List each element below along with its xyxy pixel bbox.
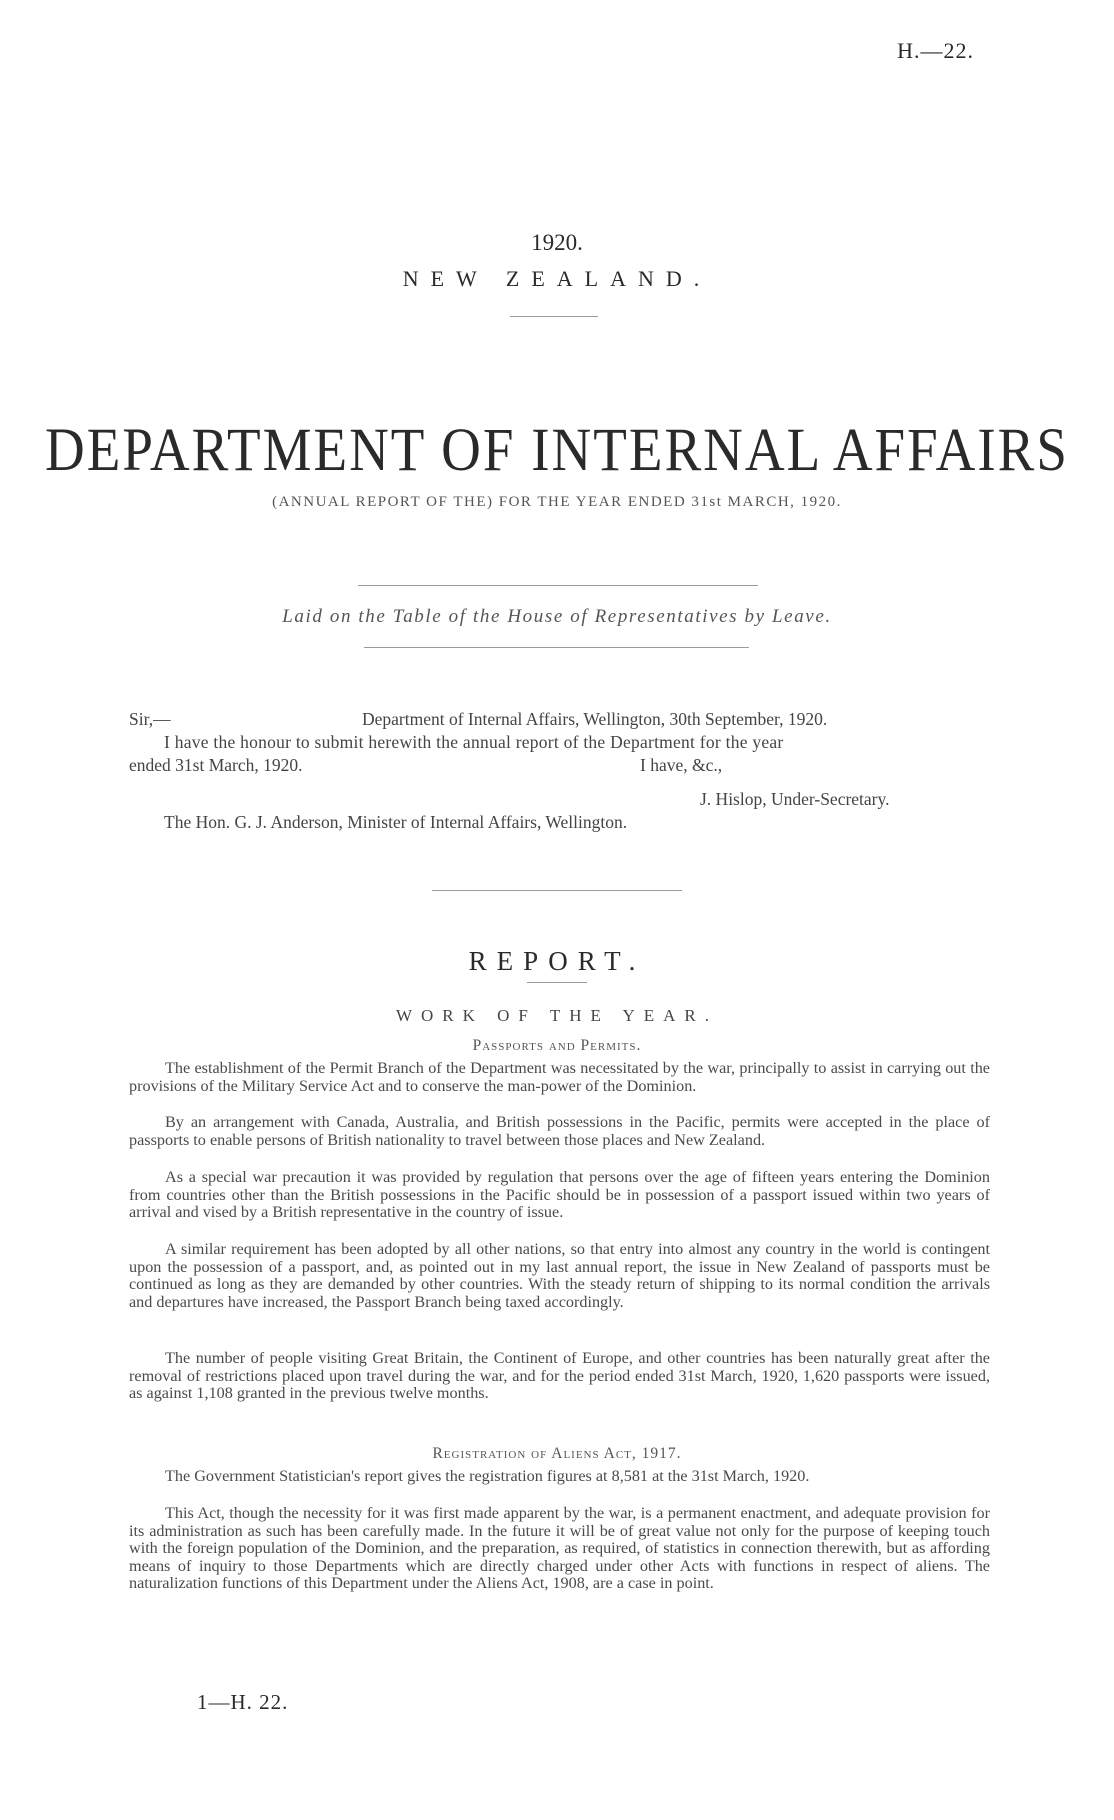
subsection-title: Passports and Permits. — [472, 1037, 642, 1054]
body-paragraph: The number of people visiting Great Britain, the Continent of Europe, and other countries has been naturally great after the removal of restrictions placed upon travel during the war, and for the period ended 31st March, 1920, 1,620 passports were issued, as against 1,108 granted in the previous twelve months. — [129, 1349, 990, 1403]
divider-rule — [510, 316, 598, 317]
letter-salutation: Sir,— — [129, 709, 171, 729]
body-paragraph: This Act, though the necessity for it was first made apparent by the war, is a permanent enactment, and adequate provision for its administration as such has been carefully made. In the future it will be of great value not only for the purpose of keeping touch with the foreign population of the Dominion, and the preparation, as required, of statistics in connection therewith, but as affording means of inquiry to those Departments which are directly charged under other Acts with functions in respect of aliens. The naturalization functions of this Department under the Aliens Act, 1908, are a case in point. — [129, 1504, 990, 1593]
laid-on-table-note: Laid on the Table of the House of Representatives by Leave. — [282, 606, 832, 627]
report-year: 1920. — [531, 230, 583, 255]
divider-rule — [358, 585, 758, 586]
body-paragraph: The Government Statistician's report gives the registration figures at 8,581 at the 31st March, 1920. — [165, 1467, 810, 1485]
report-subtitle: (ANNUAL REPORT OF THE) FOR THE YEAR ENDED 31st MARCH, 1920. — [272, 494, 842, 510]
body-paragraph: A similar requirement has been adopted by all other nations, so that entry into almost any country in the world is contingent upon the possession of a passport, and, as pointed out in my last annual report, the issue in New Zealand of passports must be continued as long as they are demanded by other countries. With the steady return of shipping to its normal condition the arrivals and departures have increased, the Passport Branch being taxed accordingly. — [129, 1240, 990, 1311]
department-title: DEPARTMENT OF INTERNAL AFFAIRS — [45, 415, 1069, 484]
document-code: H.—22. — [897, 38, 974, 63]
body-paragraph: The establishment of the Permit Branch of the Department was necessitated by the war, principally to assist in carrying out the provisions of the Military Service Act and to conserve the man-power of the Dominion. — [129, 1059, 990, 1095]
letter-address: Department of Internal Affairs, Wellington, 30th September, 1920. — [362, 709, 828, 729]
letter-closing: I have, &c., — [640, 755, 723, 775]
country-heading: NEW ZEALAND. — [402, 266, 712, 291]
divider-rule — [364, 647, 749, 648]
body-paragraph: As a special war precaution it was provided by regulation that persons over the age of fifteen years entering the Dominion from countries other than the British possessions in the Pacific should be in possession of a passport issued within two years of arrival and vised by a British representative in the country of issue. — [129, 1168, 990, 1222]
body-paragraph: By an arrangement with Canada, Australia, and British possessions in the Pacific, permits were accepted in the place of passports to enable persons of British nationality to travel between those places and New Zealand. — [129, 1113, 990, 1149]
divider-rule — [432, 890, 682, 891]
letter-recipient: The Hon. G. J. Anderson, Minister of Internal Affairs, Wellington. — [164, 812, 628, 832]
letter-body: ended 31st March, 1920. — [129, 755, 303, 775]
letter-body: I have the honour to submit herewith the annual report of the Department for the year — [164, 732, 784, 752]
page-mark: 1—H. 22. — [197, 1690, 289, 1714]
subsection-title: Registration of Aliens Act, 1917. — [432, 1445, 682, 1462]
letter-signature: J. Hislop, Under-Secretary. — [700, 789, 890, 809]
report-heading: REPORT. — [468, 946, 646, 976]
divider-rule — [527, 982, 587, 983]
section-heading: WORK OF THE YEAR. — [395, 1006, 719, 1025]
